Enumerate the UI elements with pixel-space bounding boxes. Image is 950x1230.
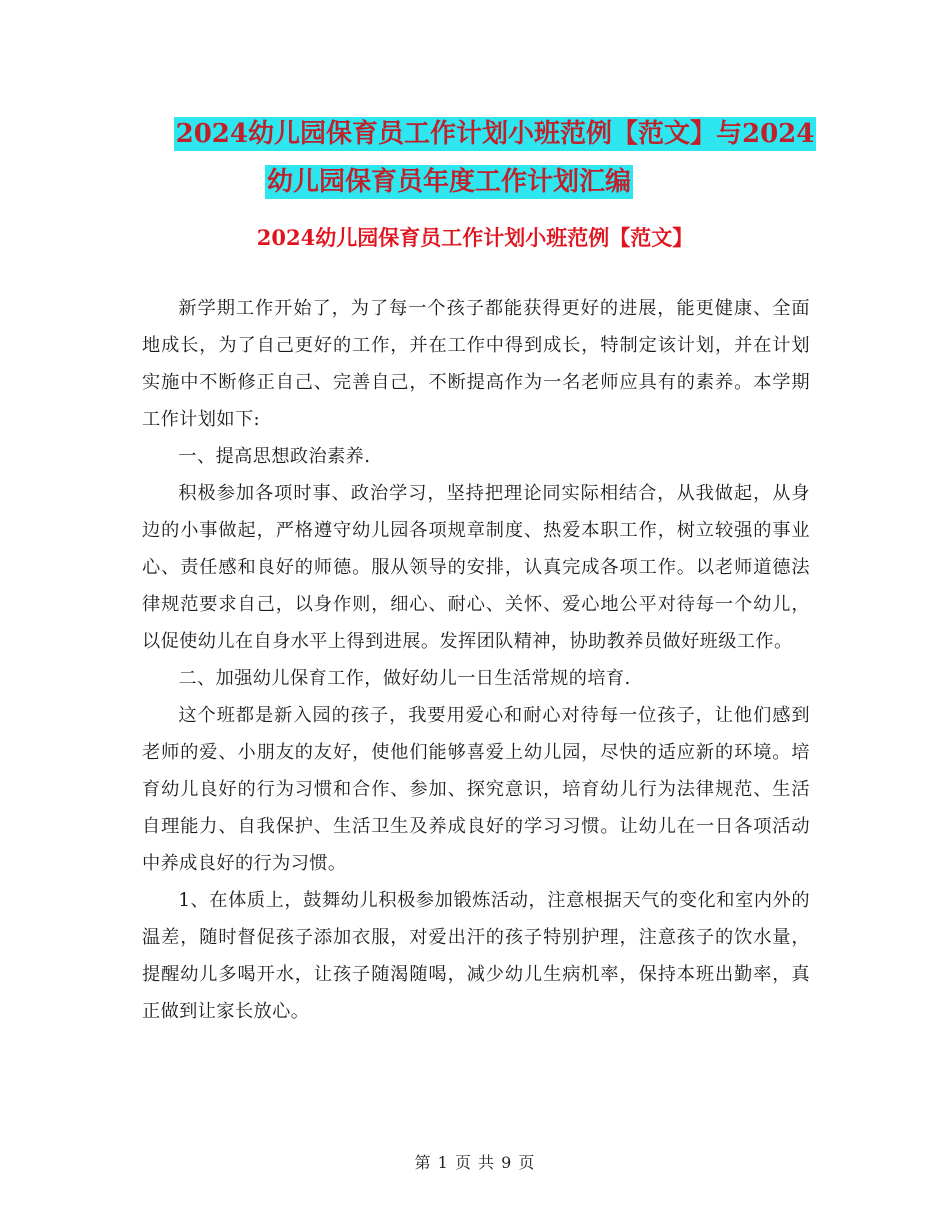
paragraph-heading-2: 二、加强幼儿保育工作，做好幼儿一日生活常规的培育.: [178, 668, 631, 689]
page-footer: 第 1 页 共 9 页: [414, 1153, 536, 1172]
title-highlight-2: 幼儿园保育员年度工作计划汇编: [267, 167, 632, 197]
document-title-line-2: [0, 158, 950, 206]
title-highlight-1: 2024幼儿园保育员工作计划小班范例【范文】与2024: [175, 119, 815, 149]
paragraph-intro: 新学期工作开始了，为了每一个孩子都能获得更好的进展，能更健康、全面地成长，为了自己更好的工作，并在工作中得到成长，特制定该计划，并在计划实施中不断修正自己、完善自己，不断提高作为一名老师应具有的素养。本学期工作计划如下:: [142, 298, 810, 430]
paragraph-politics: 积极参加各项时事、政治学习，坚持把理论同实际相结合，从我做起，从身边的小事做起，严格遵守幼儿园各项规章制度、热爱本职工作，树立较强的事业心、责任感和良好的师德。服从领导的安排，认真完成各项工作。以老师道德法律规范要求自己，以身作则，细心、耐心、关怀、爱心地公平对待每一个幼儿，以促使幼儿在自身水平上得到进展。发挥团队精神，协助教养员做好班级工作。: [142, 483, 810, 652]
document-title-line-1: [0, 110, 950, 158]
section-title: 2024幼儿园保育员工作计划小班范例【范文】: [256, 225, 694, 250]
paragraph-physique: 1、在体质上，鼓舞幼儿积极参加锻炼活动，注意根据天气的变化和室内外的温差，随时督促孩子添加衣服，对爱出汗的孩子特别护理，注意孩子的饮水量，提醒幼儿多喝开水，让孩子随渴随喝，减少幼儿生病机率，保持本班出勤率，真正做到让家长放心。: [142, 890, 810, 1022]
body-text: [142, 290, 810, 1030]
paragraph-heading-1: 一、提高思想政治素养.: [178, 446, 371, 467]
paragraph-care: 这个班都是新入园的孩子，我要用爱心和耐心对待每一位孩子，让他们感到老师的爱、小朋友的友好，使他们能够喜爱上幼儿园，尽快的适应新的环境。培育幼儿良好的行为习惯和合作、参加、探究意识，培育幼儿行为法律规范、生活自理能力、自我保护、生活卫生及养成良好的学习习惯。让幼儿在一日各项活动中养成良好的行为习惯。: [142, 705, 810, 874]
document-title: [0, 110, 950, 206]
